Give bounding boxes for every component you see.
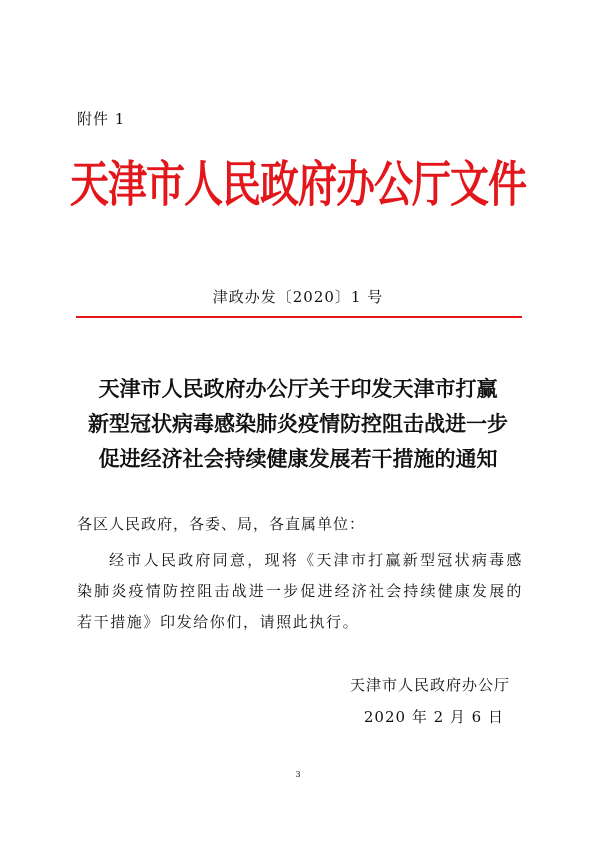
notice-title xyxy=(60,372,536,477)
issue-date: 2020 年 2 月 6 日 xyxy=(363,708,504,726)
page-number: 3 xyxy=(295,770,301,779)
document-number: 津政办发〔2020〕1 号 xyxy=(212,288,384,306)
document-header-title: 天津市人民政府办公厅文件 xyxy=(69,157,526,214)
notice-title-line: 新型冠状病毒感染肺炎疫情防控阻击战进一步 xyxy=(88,412,508,436)
notice-title-line: 促进经济社会持续健康发展若干措施的通知 xyxy=(98,447,498,471)
notice-title-line: 天津市人民政府办公厅关于印发天津市打赢 xyxy=(98,377,498,401)
issuer-signature: 天津市人民政府办公厅 xyxy=(349,676,510,694)
attachment-label: 附件 1 xyxy=(77,110,126,128)
body-paragraph: 经市人民政府同意，现将《天津市打赢新型冠状病毒感染肺炎疫情防控阻击战进一步促进经济社会持续健康发展的若干措施》印发给你们，请照此执行。 xyxy=(77,551,523,631)
addressee: 各区人民政府，各委、局，各直属单位： xyxy=(77,515,366,533)
red-divider-rule xyxy=(76,316,522,318)
